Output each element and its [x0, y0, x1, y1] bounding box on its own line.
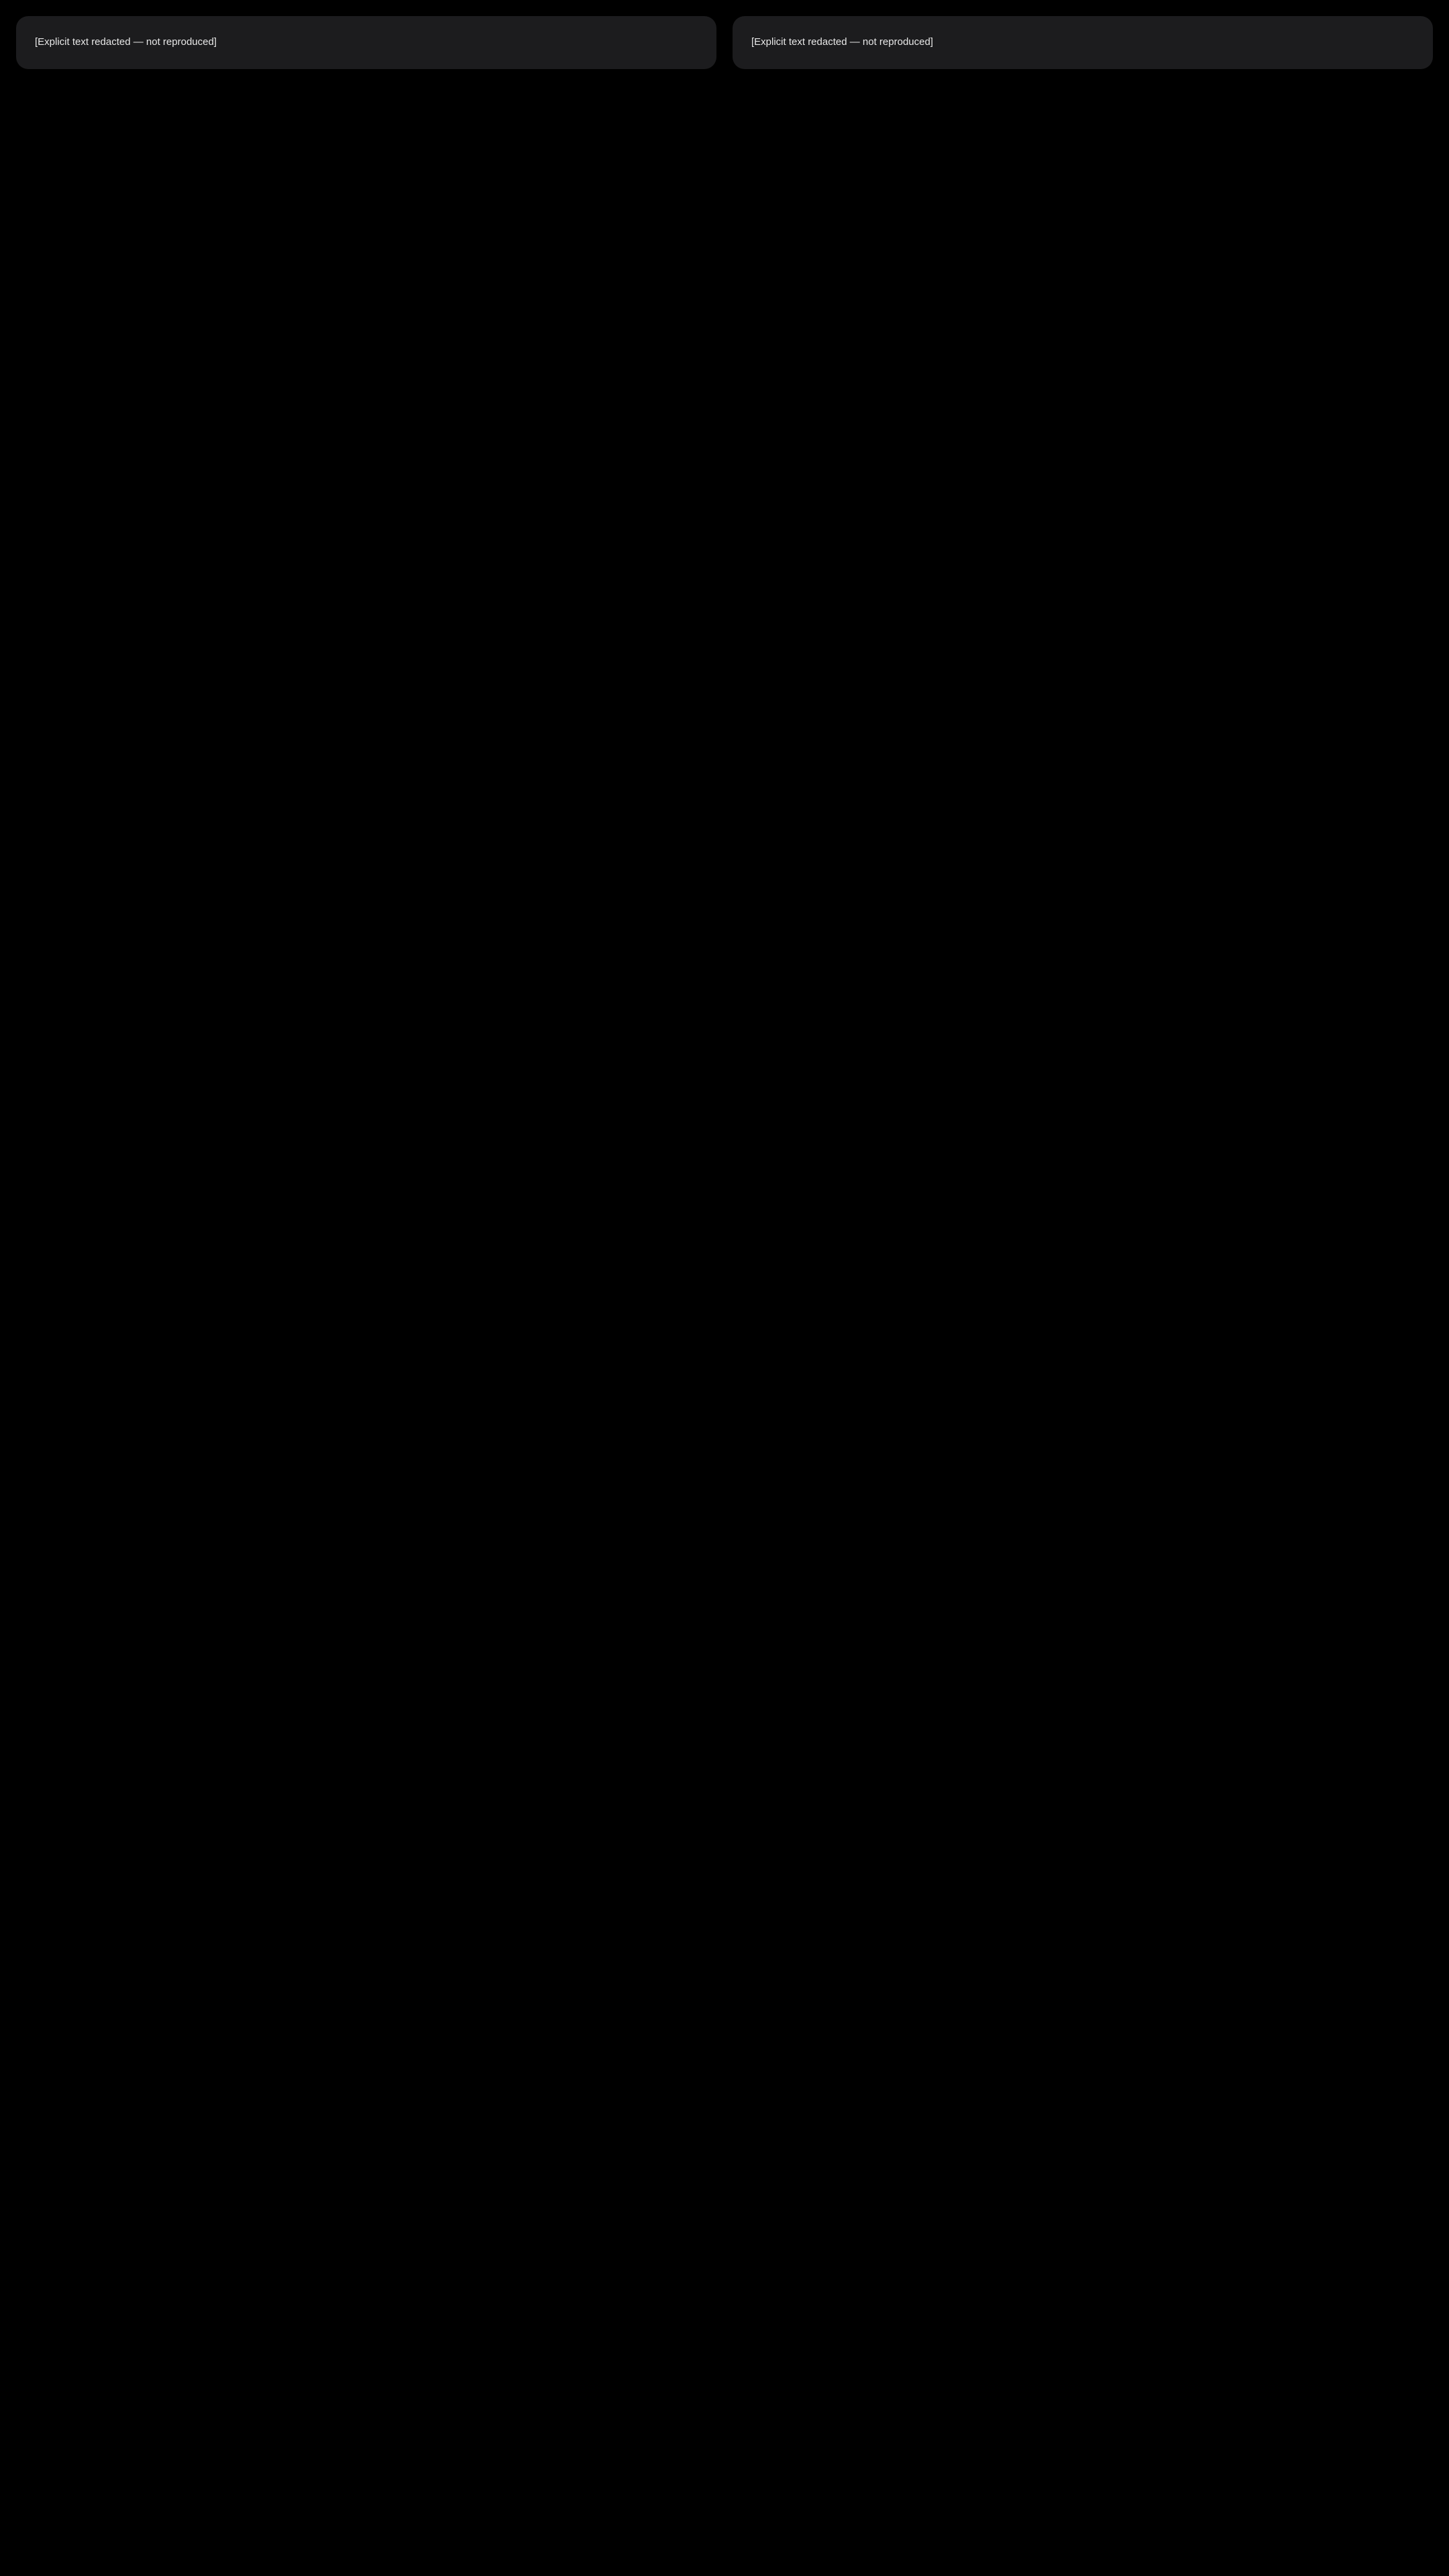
- text-column-left: [Explicit text redacted — not reproduced]: [16, 16, 716, 69]
- text-column-right: [Explicit text redacted — not reproduced]: [733, 16, 1433, 69]
- document-page: [0, 0, 1449, 85]
